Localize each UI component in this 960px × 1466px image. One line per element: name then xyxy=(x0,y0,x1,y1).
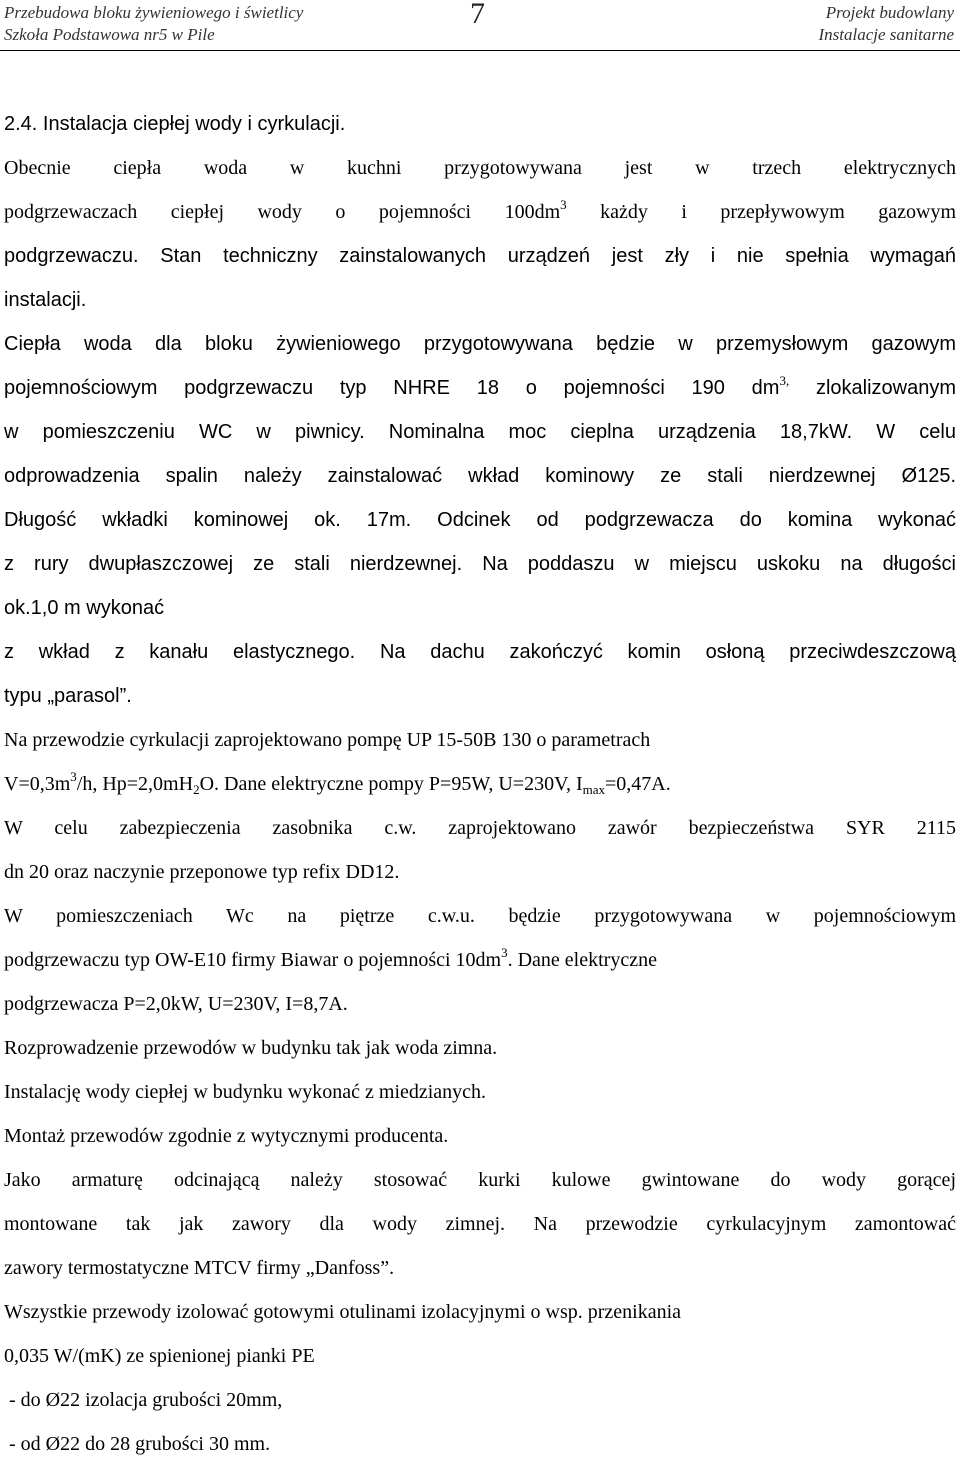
text-line: Jako armaturę odcinającą należy stosować kurki kulowe gwintowane do wody gorącej xyxy=(4,1169,956,1191)
text-line: pojemnościowym podgrzewaczu typ NHRE 18 o pojemności 190 $dm^{3,}$ zlokalizowanym xyxy=(4,373,956,399)
page-number: 7 xyxy=(470,0,485,30)
text-line: instalacji. xyxy=(4,289,87,311)
text-line: typu „parasol”. xyxy=(4,685,132,707)
text-line: Wszystkie przewody izolować gotowymi otulinami izolacyjnymi o wsp. przenikania xyxy=(4,1301,682,1323)
text-line: podgrzewaczu. Stan techniczny zainstalowanych urządzeń jest zły i nie spełnia wymagań xyxy=(4,245,956,267)
section-heading: 2.4. Instalacja ciepłej wody i cyrkulacji. xyxy=(4,113,346,135)
header-project-title: Przebudowa bloku żywieniowego i świetlicy xyxy=(4,3,304,22)
page-header xyxy=(0,0,960,54)
text-line: podgrzewaczach ciepłej wody o pojemności $100dm^3$ każdy i przepływowym gazowym xyxy=(4,197,956,223)
header-doc-type: Projekt budowlany xyxy=(825,3,954,22)
text-line: $V=0,3m^3/h$, $Hp=2,0mH_2O$. Dane elektryczne pompy P=95W, U=230V, $I_{max}=0,47A$. xyxy=(4,769,671,797)
text-line: W celu zabezpieczenia zasobnika c.w. zaprojektowano zawór bezpieczeństwa SYR 2115 xyxy=(4,817,956,839)
text-line: Ciepła woda dla bloku żywieniowego przygotowywana będzie w przemysłowym gazowym xyxy=(4,333,956,355)
text-line: 0,035 W/(mK) ze spienionej pianki PE xyxy=(4,1345,315,1367)
text-line: Obecnie ciepła woda w kuchni przygotowywana jest w trzech elektrycznych xyxy=(4,157,956,179)
text-line: montowane tak jak zawory dla wody zimnej. Na przewodzie cyrkulacyjnym zamontować xyxy=(4,1213,956,1235)
text-line: z rury dwupłaszczowej ze stali nierdzewnej. Na poddaszu w miejscu uskoku na długości xyxy=(4,553,956,575)
header-left xyxy=(4,2,303,46)
text-line: Montaż przewodów zgodnie z wytycznymi producenta. xyxy=(4,1125,449,1147)
text-line: Instalację wody ciepłej w budynku wykonać z miedzianych. xyxy=(4,1081,487,1103)
text-line: z wkład z kanału elastycznego. Na dachu zakończyć komin osłoną przeciwdeszczową xyxy=(4,641,956,663)
document-body xyxy=(4,102,956,1466)
text-line: podgrzewaczu typ OW-E10 firmy Biawar o pojemności $10dm^3$. Dane elektryczne xyxy=(4,945,657,971)
list-item: - od Ø22 do 28 grubości 30 mm. xyxy=(4,1433,271,1455)
text-line: Długość wkładki kominowej ok. 17m. Odcinek od podgrzewacza do komina wykonać xyxy=(4,509,956,531)
header-rule xyxy=(0,50,960,51)
text-line: w pomieszczeniu WC w piwnicy. Nominalna moc cieplna urządzenia 18,7kW. W celu xyxy=(4,421,956,443)
text-line: W pomieszczeniach Wc na piętrze c.w.u. będzie przygotowywana w pojemnościowym xyxy=(4,905,956,927)
header-right xyxy=(818,2,954,46)
list-item: - do Ø22 izolacja grubości 20mm, xyxy=(4,1389,283,1411)
header-school: Szkoła Podstawowa nr5 w Pile xyxy=(4,25,215,44)
text-line: zawory termostatyczne MTCV firmy „Danfoss”. xyxy=(4,1257,395,1279)
text-line: Na przewodzie cyrkulacji zaprojektowano pompę UP 15-50B 130 o parametrach xyxy=(4,729,651,751)
text-line: odprowadzenia spalin należy zainstalować wkład kominowy ze stali nierdzewnej Ø125. xyxy=(4,465,956,487)
text-line: podgrzewacza P=2,0kW, U=230V, I=8,7A. xyxy=(4,993,348,1015)
text-line: Rozprowadzenie przewodów w budynku tak jak woda zimna. xyxy=(4,1037,498,1059)
text-line: dn 20 oraz naczynie przeponowe typ refix DD12. xyxy=(4,861,400,883)
header-discipline: Instalacje sanitarne xyxy=(818,25,954,44)
text-line: ok.1,0 m wykonać xyxy=(4,597,165,619)
